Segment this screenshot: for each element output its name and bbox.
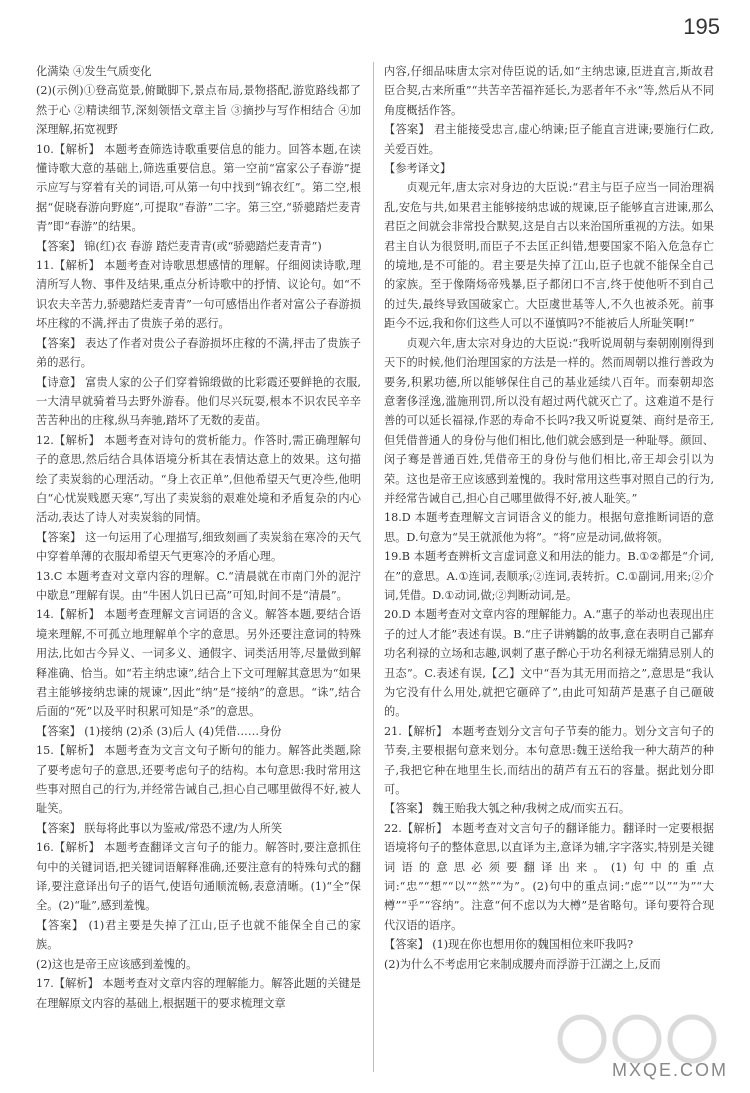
column-divider <box>373 62 374 1072</box>
paragraph: (2)(示例)①登高览景,俯瞰脚下,景点布局,景物搭配,游览路线都了然于心 ②精读细节,深刻领悟文章主旨 ③摘抄与写作相结合 ④加深理解,拓宽视野 <box>36 84 361 137</box>
answer-paragraph: 【答案】 朕每将此事以为鉴戒/常恐不逮/为人所笑 <box>36 821 283 835</box>
paragraph: 14.【解析】 本题考查理解文言词语的含义。解答本题,要结合语境来理解,不可孤立地理解单个字的意思。另外还要注意词的特殊用法,比如古今异义、一词多义、通假字、词类活用等,尽量做到解释准确、恰当。如“若主纳忠谏”,结合上下文可理解其意思为“如果君主能够接纳忠谏的规谏”,因此“纳”是“接纳”的意思。“诛”,结合后面的“死”以及平时积累可知是“杀”的意思。 <box>36 608 361 719</box>
answer-paragraph: 【答案】 这一句运用了心理描写,细致刻画了卖炭翁在寒冷的天气中穿着单薄的衣服却希望天气更寒冷的矛盾心理。 <box>36 530 361 564</box>
paragraph: 22.【解析】 本题考查对文言句子的翻译能力。翻译时一定要根据语境将句子的整体意思,以直译为主,意译为辅,字字落实,特别是关键词语的意思必须要翻译出来。(1)句中的重点词:“忠”“想”“以”“然”“为”。(2)句中的重点词:“虑”“以”“为”“大樽”“乎”“容纳”。注意“何不虑以为大樽”是省略句。译句要符合现代汉语的语序。 <box>384 821 714 932</box>
answer-paragraph: 【答案】 表达了作者对贵公子春游损坏庄稼的不满,抨击了贵族子弟的恶行。 <box>36 336 361 370</box>
paragraph: 10.【解析】 本题考查筛选诗歌重要信息的能力。回答本题,在读懂诗歌大意的基础上,筛选重要信息。第一空前“富家公子春游”提示应写与穿着有关的词语,可从第一句中找到“锦衣红”。第二空,根据“促晓春游向野庭”,可提取“春游”二字。第三空,“骄骢踏烂麦青青”即“春游”的结果。 <box>36 142 361 234</box>
paragraph: 化满染 ④发生气质变化 <box>36 65 152 78</box>
paragraph: (2)为什么不考虑用它来制成腰舟而浮游于江湖之上,反而 <box>384 957 661 971</box>
section-heading: 【参考译文】 <box>384 162 452 176</box>
answer-paragraph: 【答案】 魏王贻我大瓠之种/我树之成/而实五石。 <box>384 802 631 816</box>
paragraph: 内容,仔细品味唐太宗对侍臣说的话,如“主纳忠谏,臣进直言,斯故君臣合契,古来所重”“共苦辛苦福祚延长,为恶者年不永”等,然后从不同角度概括作答。 <box>384 65 714 117</box>
translation-paragraph: 贞观元年,唐太宗对身边的大臣说:“君主与臣子应当一同治理祸乱,安危与共,如果君主能够接纳忠诚的规谏,臣子能够直言进谏,那么君臣之间就会非常投合默契,这是自古以来治国所重视的方法。如果君主自认为很贤明,而臣子不去匡正纠错,想要国家不陷入危急存亡的境地,是不可能的。君主要是失掉了江山,臣子也就不能保全自己的家族。至于像隋炀帝残暴,臣子都闭口不言,终于使他听不到自己的过失,最终导致国破家亡。大臣虞世基等人,不久也被杀死。前事距今不远,我和你们这些人可以不谨慎吗?不能被后人所耻笑啊!” <box>384 181 714 331</box>
paragraph: 17.【解析】 本题考查对文章内容的理解能力。解答此题的关键是在理解原文内容的基础上,根据题干的要求梳理文章 <box>36 977 361 1010</box>
page-number: 195 <box>683 14 720 39</box>
paragraph: 19.B 本题考查辨析文言虚词意义和用法的能力。B.①②都是“介词,在”的意思。A.①连词,表顺承;②连词,表转折。C.①副词,用来;②介词,凭借。D.①动词,做;②判断动词,是。 <box>384 550 714 602</box>
paragraph: 18.D 本题考查理解文言词语含义的能力。根据句意推断词语的意思。D.句意为“吴王就派他为将”。“将”应是动词,做将领。 <box>384 511 714 544</box>
watermark-text: MXQE.COM <box>611 1060 728 1080</box>
translation-paragraph: 贞观六年,唐太宗对身边的大臣说:“我听说周朝与秦朝刚刚得到天下的时候,他们治理国家的方法是一样的。然而周朝以推行善政为要务,积累功德,所以能够保住自己的基业延续八百年。而秦朝却恣意奢侈淫逸,滥施刑罚,所以没有超过两代就灭亡了。这难道不是行善的可以延长福禄,作恶的寿命不长吗?我又听说夏桀、商纣是帝王,但凭借普通人的身份与他们相比,他们就会感到是一种耻辱。颜回、闵子骞是普通百姓,凭借帝王的身份与他们相比,帝王却会引以为荣。这也是帝王应该感到羞愧的。我时常用这些事对照自己的行为,并经常告诫自己,担心自己哪里做得不好,被人耻笑。” <box>384 336 714 505</box>
paragraph: 12.【解析】 本题考查对诗句的赏析能力。作答时,需正确理解句子的意思,然后结合具体语境分析其在表情达意上的效果。这句描绘了卖炭翁的心理活动。“身上衣正单”,但他希望天气更冷些,他明白“心忧炭贱愿天寒”,写出了卖炭翁的艰难处境和矛盾复杂的内心活动,表达了诗人对卖炭翁的同情。 <box>36 433 361 525</box>
left-column <box>36 62 361 1013</box>
paragraph: 【诗意】 富贵人家的公子们穿着锦缎做的比彩霞还要鲜艳的衣服,一大清早就骑着马去野外游春。他们尽兴玩耍,根本不识农民辛辛苦苦种出的庄稼,纵马奔驰,踏坏了无数的麦苗。 <box>36 375 361 428</box>
paragraph: 16.【解析】 本题考查翻译文言句子的能力。解答时,要注意抓住句中的关键词语,把关键词语解释准确,还要注意有的特殊句式的翻译,要注意译出句子的语气,使语句通顺流畅,表意清晰。(1)“全”保全。(2)“耻”,感到羞愧。 <box>36 841 361 913</box>
paragraph: 13.C 本题考查对文章内容的理解。C.“清晨就在市南门外的泥泞中歇息”理解有误。由“牛困人饥日已高”可知,时间不是“清晨”。 <box>36 569 361 602</box>
answer-paragraph: 【答案】 (1)君主要是失掉了江山,臣子也就不能保全自己的家族。 <box>36 918 361 952</box>
right-column <box>384 62 714 974</box>
paragraph: 15.【解析】 本题考查为文言文句子断句的能力。解答此类题,除了要考虑句子的意思,还要考虑句子的结构。本句意思:我时常用这些事对照自己的行为,并经常告诫自己,担心自己哪里做得不好,被人耻笑。 <box>36 744 361 816</box>
paragraph: 21.【解析】 本题考查划分文言句子节奏的能力。划分文言句子的节奏,主要根据句意来划分。本句意思:魏王送给我一种大葫芦的种子,我把它种在地里生长,而结出的葫芦有五石的容量。据此划分即可。 <box>384 724 714 797</box>
paragraph: 11.【解析】 本题考查对诗歌思想感情的理解。仔细阅读诗歌,理清所写人物、事件及结果,重点分析诗歌中的抒情、议论句。如“不识农夫辛苦力,骄骢踏烂麦青青”一句可感悟出作者对富公子春游损坏庄稼的不满,抨击了贵族子弟的恶行。 <box>36 259 361 331</box>
answer-paragraph: 【答案】 君主能接受忠言,虚心纳谏;臣子能直言进谏;要施行仁政,关爱百姓。 <box>384 123 714 156</box>
paragraph: 20.D 本题考查对文章内容的理解能力。A.“惠子的举动也表现出庄子的过人才能”表述有误。B.“庄子讲鹓鶵的故事,意在表明自己鄙弃功名利禄的立场和志趣,讽刺了惠子醉心于功名利禄无端猜忌别人的丑态”。C.表述有误,【乙】文中“吾为其无用而掊之”,意思是“我认为它没有什么用处,就把它砸碎了”,由此可知葫芦是惠子自己砸破的。 <box>384 608 714 719</box>
answer-paragraph: 【答案】 锦(红)衣 春游 踏烂麦青青(或“骄骢踏烂麦青青”) <box>36 239 322 253</box>
answer-paragraph: 【答案】 (1)现在你也想用你的魏国相位来吓我吗? <box>384 938 634 952</box>
answer-paragraph: 【答案】 (1)接纳 (2)杀 (3)后人 (4)凭借……身份 <box>36 724 282 738</box>
paragraph: (2)这也是帝王应该感到羞愧的。 <box>36 957 198 971</box>
